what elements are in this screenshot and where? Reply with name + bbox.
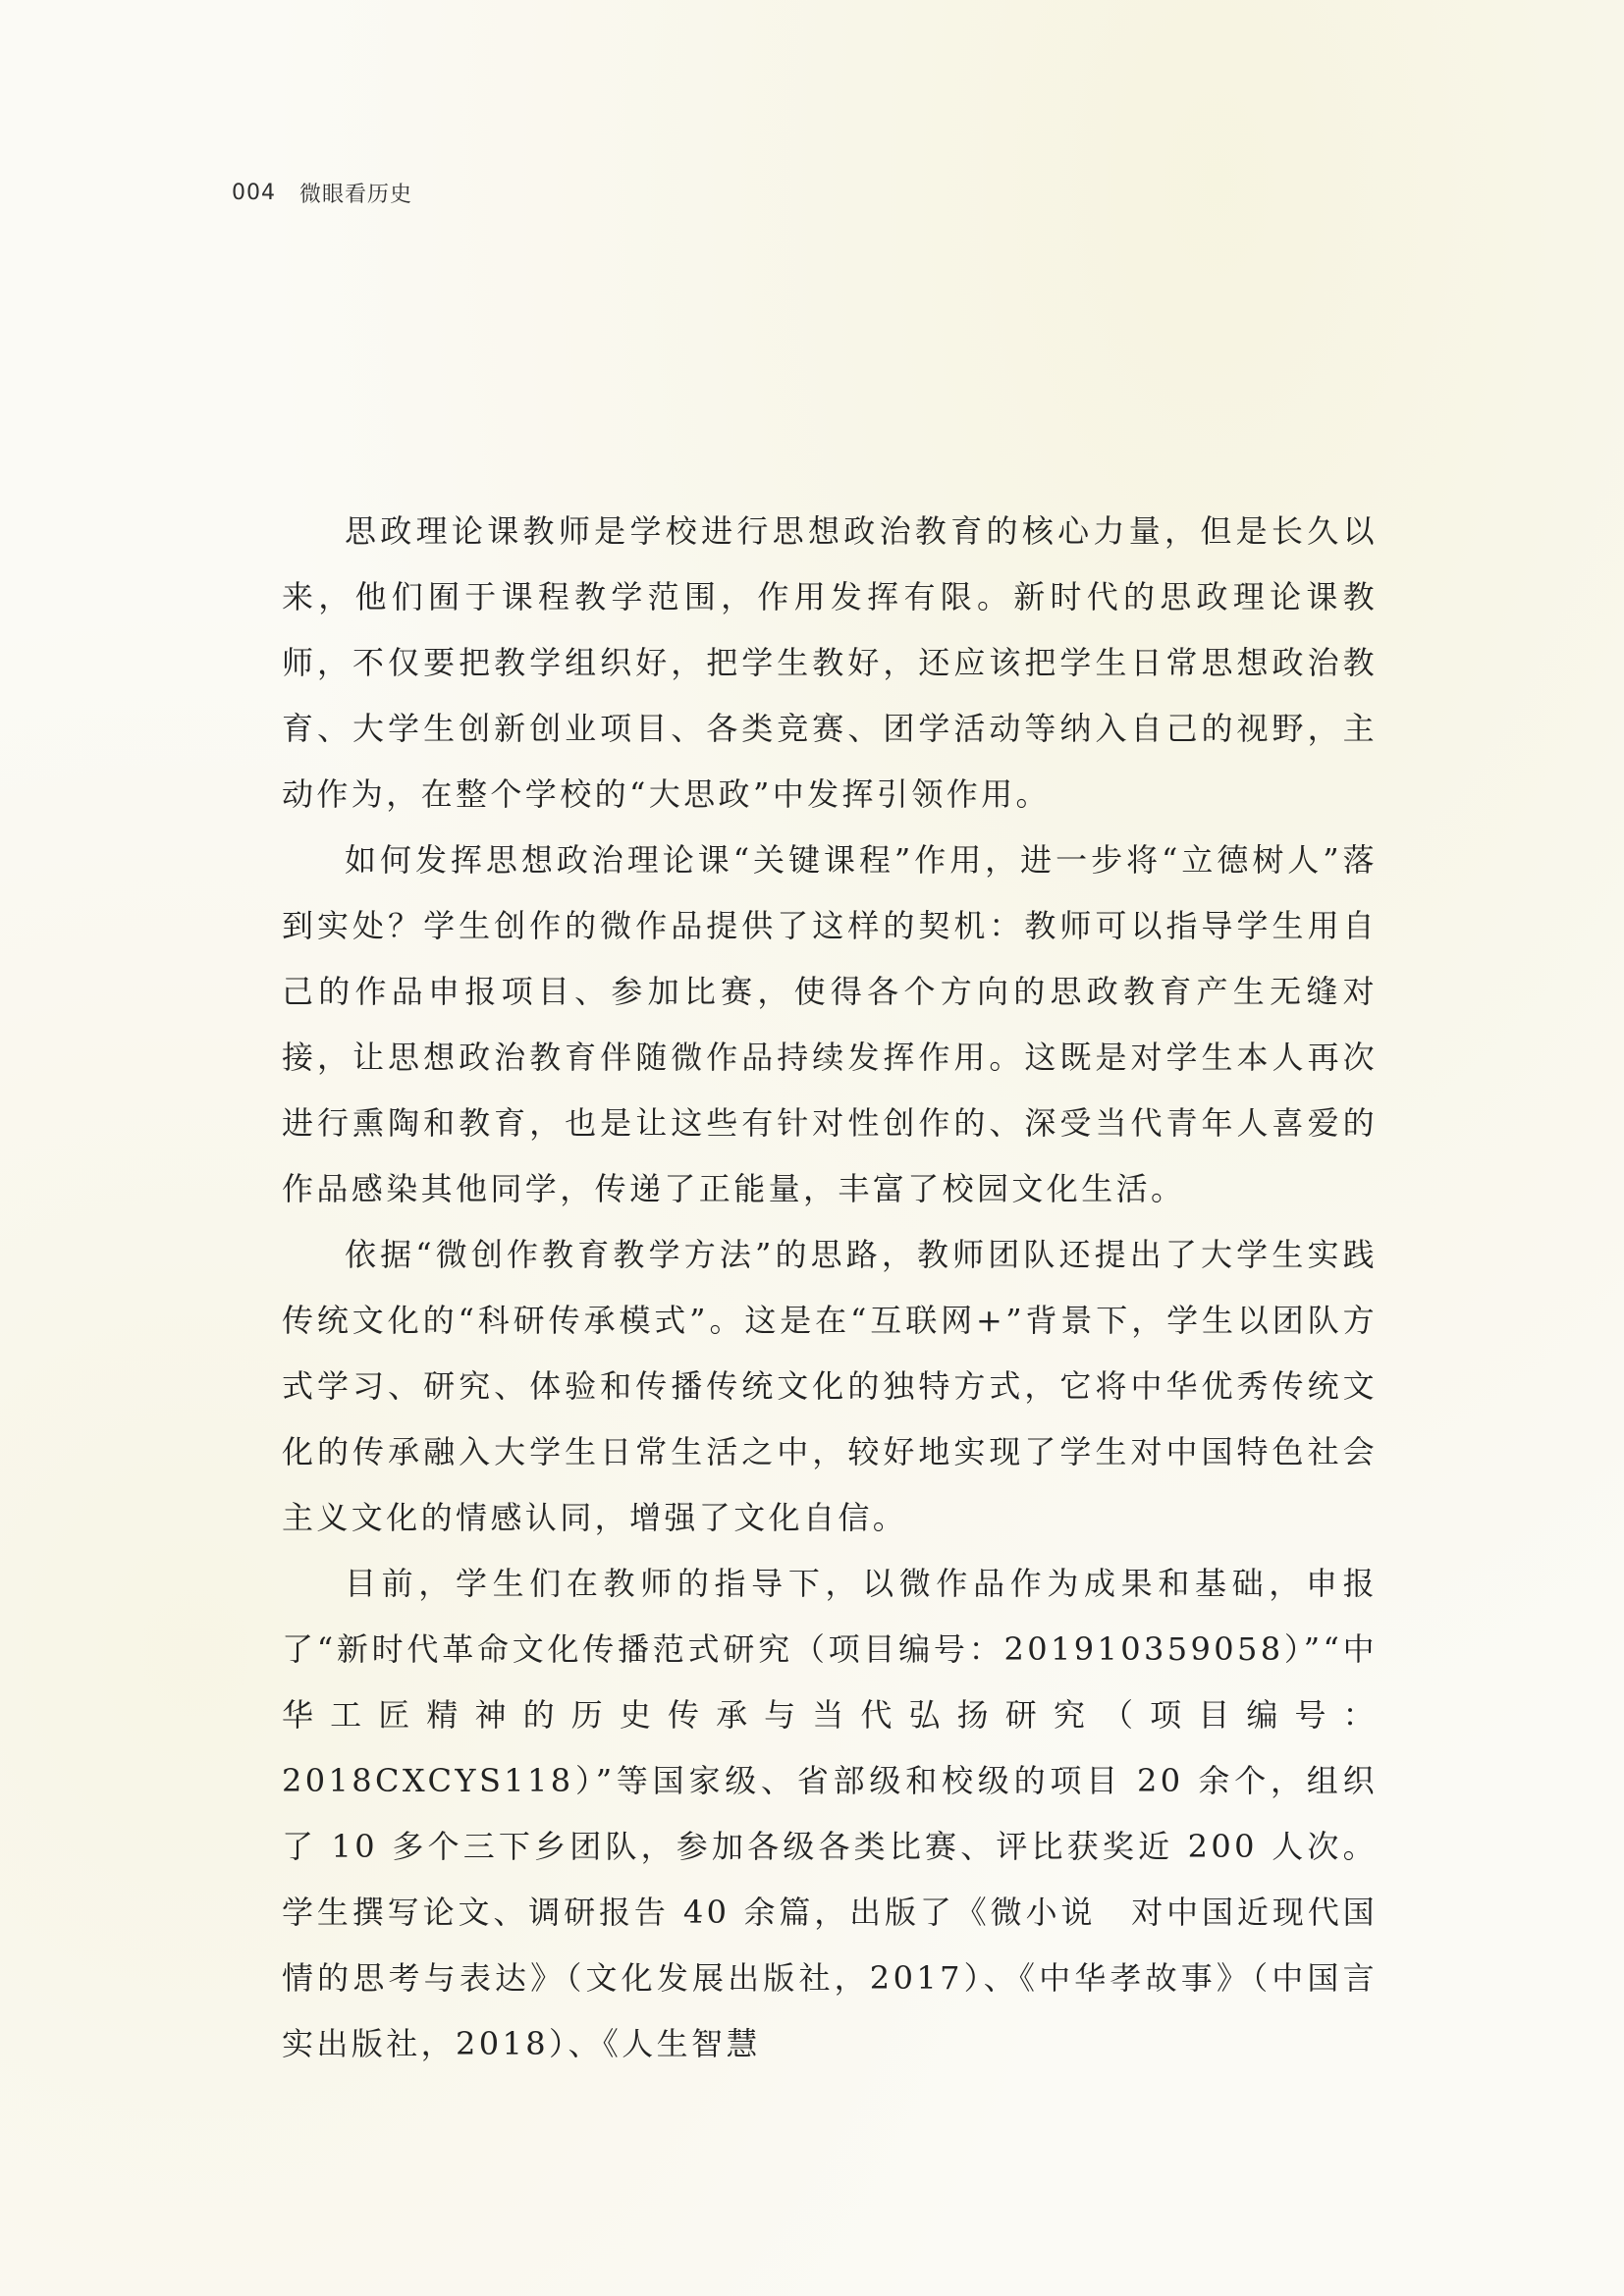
page-number: 004	[232, 180, 276, 205]
body-text	[282, 499, 1378, 2077]
paragraph-3: 依据“微创作教育教学方法”的思路，教师团队还提出了大学生实践传统文化的“科研传承模式”。这是在“互联网+”背景下，学生以团队方式学习、研究、体验和传播传统文化的独特方式，它将中华优秀传统文化的传承融入大学生日常生活之中，较好地实现了学生对中国特色社会主义文化的情感认同，增强了文化自信。	[282, 1236, 1378, 1536]
paragraph-2: 如何发挥思想政治理论课“关键课程”作用，进一步将“立德树人”落到实处？学生创作的微作品提供了这样的契机：教师可以指导学生用自己的作品申报项目、参加比赛，使得各个方向的思政教育产生无缝对接，让思想政治教育伴随微作品持续发挥作用。这既是对学生本人再次进行熏陶和教育，也是让这些有针对性创作的、深受当代青年人喜爱的作品感染其他同学，传递了正能量，丰富了校园文化生活。	[282, 841, 1378, 1207]
book-title: 微眼看历史	[299, 182, 413, 207]
running-header	[232, 175, 412, 210]
paragraph-4: 目前，学生们在教师的指导下，以微作品作为成果和基础，申报了“新时代革命文化传播范式研究（项目编号：201910359058）”“中华工匠精神的历史传承与当代弘扬研究（项目编号：2018CXCYS118）”等国家级、省部级和校级的项目 20 余个，组织了 10 多个三下乡团队，参加各级各类比赛、评比获奖近 200 人次。学生撰写论文、调研报告 40 余篇，出版了《微小说 对中国近现代国情的思考与表达》（文化发展出版社，2017）、《中华孝故事》（中国言实出版社，2018）、《人生智慧	[282, 1565, 1378, 2062]
paragraph-1: 思政理论课教师是学校进行思想政治教育的核心力量，但是长久以来，他们囿于课程教学范围，作用发挥有限。新时代的思政理论课教师，不仅要把教学组织好，把学生教好，还应该把学生日常思想政治教育、大学生创新创业项目、各类竞赛、团学活动等纳入自己的视野，主动作为，在整个学校的“大思政”中发挥引领作用。	[282, 512, 1378, 813]
